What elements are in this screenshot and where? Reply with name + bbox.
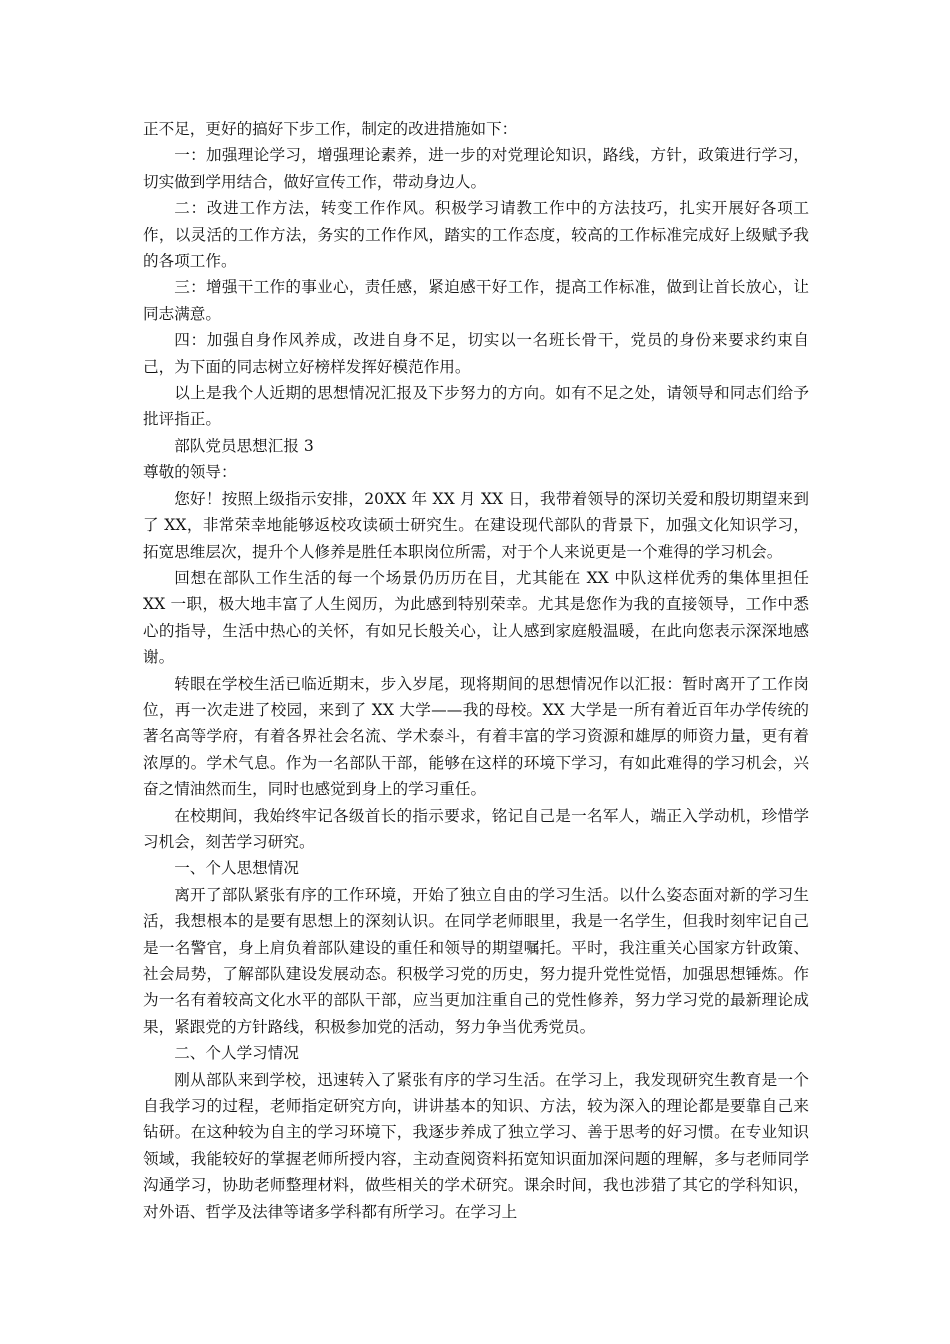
paragraph: 正不足，更好的搞好下步工作，制定的改进措施如下： — [143, 120, 518, 138]
paragraph: 您好！按照上级指示安排，20XX 年 XX 月 XX 日，我带着领导的深切关爱和殷切期望来到了 XX，非常荣幸地能够返校攻读硕士研究生。在建设现代部队的背景下，加强文化知识学习，拓宽思维层次，提升个人修养是胜任本职岗位所需，对于个人来说更是一个难得的学习机会。 — [143, 489, 809, 561]
document-body — [143, 116, 809, 1225]
paragraph: 二：改进工作方法，转变工作作风。积极学习请教工作中的方法技巧，扎实开展好各项工作，以灵活的工作方法，务实的工作作风，踏实的工作态度，较高的工作标准完成好上级赋予我的各项工作。 — [143, 199, 809, 271]
paragraph: 离开了部队紧张有序的工作环境，开始了独立自由的学习生活。以什么姿态面对新的学习生活，我想根本的是要有思想上的深刻认识。在同学老师眼里，我是一名学生，但我时刻牢记自己是一名警官，身上肩负着部队建设的重任和领导的期望嘱托。平时，我注重关心国家方针政策、社会局势，了解部队建设发展动态。积极学习党的历史，努力提升党性觉悟，加强思想锤炼。作为一名有着较高文化水平的部队干部，应当更加注重自己的党性修养，努力学习党的最新理论成果，紧跟党的方针路线，积极参加党的活动，努力争当优秀党员。 — [143, 885, 809, 1036]
paragraph: 转眼在学校生活已临近期末，步入岁尾，现将期间的思想情况作以汇报：暂时离开了工作岗位，再一次走进了校园，来到了 XX 大学——我的母校。XX 大学是一所有着近百年办学传统的著名高等学府，有着各界社会名流、学术泰斗，有着丰富的学习资源和雄厚的师资力量，更有着浓厚的。学术气息。作为一名部队干部，能够在这样的环境下学习，有如此难得的学习机会，兴奋之情油然而生，同时也感觉到身上的学习重任。 — [143, 674, 809, 799]
paragraph: 部队党员思想汇报 3 — [174, 436, 314, 455]
paragraph: 一：加强理论学习，增强理论素养，进一步的对党理论知识，路线，方针，政策进行学习，切实做到学用结合，做好宣传工作，带动身边人。 — [143, 146, 809, 191]
paragraph: 回想在部队工作生活的每一个场景仍历历在目，尤其能在 XX 中队这样优秀的集体里担任 XX 一职，极大地丰富了人生阅历，为此感到特别荣幸。尤其是您作为我的直接领导，工作中悉心的指导，生活中热心的关怀，有如兄长般关心，让人感到家庭般温暖，在此向您表示深深地感谢。 — [143, 568, 809, 667]
paragraph: 四：加强自身作风养成，改进自身不足，切实以一名班长骨干，党员的身份来要求约束自己，为下面的同志树立好榜样发挥好模范作用。 — [143, 331, 809, 376]
paragraph: 三：增强干工作的事业心，责任感，紧迫感干好工作，提高工作标准，做到让首长放心，让同志满意。 — [143, 278, 809, 323]
paragraph: 以上是我个人近期的思想情况汇报及下步努力的方向。如有不足之处，请领导和同志们给予批评指正。 — [143, 384, 809, 429]
paragraph: 在校期间，我始终牢记各级首长的指示要求，铭记自己是一名军人，端正入学动机，珍惜学习机会，刻苦学习研究。 — [143, 806, 809, 851]
paragraph: 尊敬的领导： — [143, 463, 237, 482]
paragraph: 二、个人学习情况 — [174, 1044, 299, 1063]
paragraph: 刚从部队来到学校，迅速转入了紧张有序的学习生活。在学习上，我发现研究生教育是一个自我学习的过程，老师指定研究方向，讲讲基本的知识、方法，较为深入的理论都是要靠自己来钻研。在这种较为自主的学习环境下，我逐步养成了独立学习、善于思考的好习惯。在专业知识领域，我能较好的掌握老师所授内容，主动查阅资料拓宽知识面加深问题的理解，多与老师同学沟通学习，协助老师整理材料，做些相关的学术研究。课余时间，我也涉猎了其它的学科知识，对外语、哲学及法律等诸多学科都有所学习。在学习上 — [143, 1070, 809, 1221]
paragraph: 一、个人思想情况 — [174, 859, 299, 878]
